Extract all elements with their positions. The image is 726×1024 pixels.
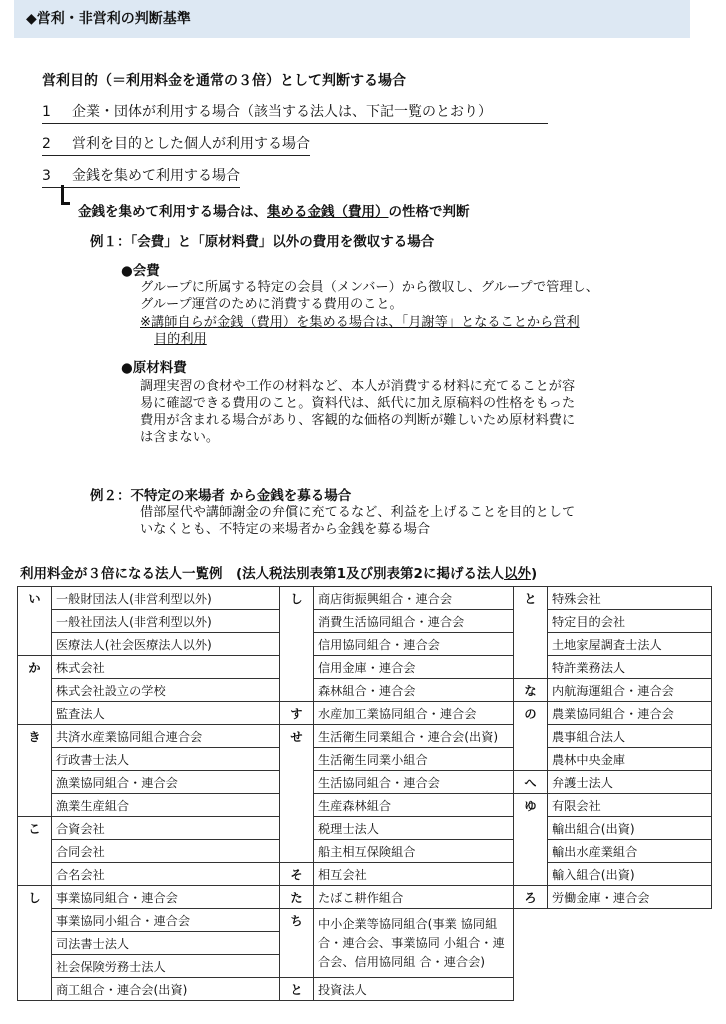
- corp-cell: 株式会社: [52, 656, 280, 679]
- kana-cell: [18, 633, 52, 656]
- kaihi-line: グループに所属する特定の会員（メンバー）から徴収し、グループで管理し、: [140, 280, 599, 295]
- corp-cell: 水産加工業協同組合・連合会: [314, 702, 514, 725]
- corp-cell: 信用協同組合・連合会: [314, 633, 514, 656]
- kana-cell: [18, 679, 52, 702]
- table-row: [18, 817, 712, 840]
- kana-cell: ろ: [514, 886, 548, 909]
- kana-cell: [514, 817, 548, 840]
- item-number: 3: [42, 168, 51, 184]
- table-row: [18, 748, 712, 771]
- item-text: 営利を目的とした個人が利用する場合: [72, 136, 310, 152]
- kana-cell: ち: [280, 909, 314, 978]
- kana-cell: の: [514, 702, 548, 725]
- example1-title: 例１：「会費」と「原材料費」以外の費用を徴収する場合: [90, 234, 435, 250]
- corp-cell: 合資会社: [52, 817, 280, 840]
- corp-cell: 消費生活協同組合・連合会: [314, 610, 514, 633]
- list-item-1: [42, 101, 548, 124]
- kana-cell: き: [18, 725, 52, 748]
- table-title: [20, 562, 537, 582]
- table-row: [18, 863, 712, 886]
- empty-cell: [514, 909, 712, 1001]
- corp-cell: 事業協同組合・連合会: [52, 886, 280, 909]
- corp-cell: 税理士法人: [314, 817, 514, 840]
- example2-line: いなくとも、不特定の来場者から金銭を募る場合: [140, 522, 431, 537]
- kana-cell: [280, 840, 314, 863]
- kana-cell: と: [514, 587, 548, 610]
- kana-cell: [514, 748, 548, 771]
- corp-cell: 船主相互保険組合: [314, 840, 514, 863]
- kana-cell: [514, 840, 548, 863]
- lead-prefix: 金銭を集めて利用する場合は、: [78, 204, 267, 220]
- table-row: [18, 587, 712, 610]
- main-heading: 営利目的（＝利用料金を通常の３倍）として判断する場合: [42, 73, 406, 89]
- kana-cell: [514, 656, 548, 679]
- corp-cell: 商工組合・連合会(出資): [52, 978, 280, 1001]
- corp-cell: 司法書士法人: [52, 932, 280, 955]
- kana-cell: へ: [514, 771, 548, 794]
- table-row: [18, 909, 712, 932]
- kaihi-line: グループ運営のために消費する費用のこと。: [140, 297, 403, 312]
- item-number: 1: [42, 104, 51, 120]
- corp-cell: 土地家屋調査士法人: [548, 633, 712, 656]
- item-text: 企業・団体が利用する場合（該当する法人は、下記一覧のとおり）: [72, 104, 492, 120]
- corp-cell: たばこ耕作組合: [314, 886, 514, 909]
- kana-cell: [280, 748, 314, 771]
- genzai-line: 易に確認できる費用のこと。資料代は、紙代に加え原稿料の性格をもった: [140, 396, 576, 411]
- table-title-prefix: 利用料金が３倍になる法人一覧例 (法人税法別表第1及び別表第2に掲げる法人: [20, 566, 504, 582]
- table-row: [18, 725, 712, 748]
- kana-cell: [18, 748, 52, 771]
- kana-cell: そ: [280, 863, 314, 886]
- kana-cell: な: [514, 679, 548, 702]
- kana-cell: [18, 771, 52, 794]
- table-row: [18, 886, 712, 909]
- corp-cell: 有限会社: [548, 794, 712, 817]
- elbow-arrow-icon-foot: [61, 202, 70, 205]
- table-row: [18, 794, 712, 817]
- corp-cell: 労働金庫・連合会: [548, 886, 712, 909]
- corp-cell: 特殊会社: [548, 587, 712, 610]
- corp-cell: 漁業協同組合・連合会: [52, 771, 280, 794]
- kana-cell: [514, 725, 548, 748]
- kana-cell: [18, 909, 52, 932]
- corp-cell: 中小企業等協同組合(事業 協同組合・連合会、事業協同 小組合・連合会、信用協同組 合・連合会): [314, 909, 514, 978]
- table-row: [18, 656, 712, 679]
- table-row: [18, 633, 712, 656]
- item-text: 金銭を集めて利用する場合: [72, 168, 240, 184]
- kana-cell: [280, 656, 314, 679]
- corp-cell: 輸出水産業組合: [548, 840, 712, 863]
- table-title-suffix: ): [530, 566, 538, 582]
- genzai-line: 費用が含まれる場合があり、客観的な価格の判断が難しいため原材料費に: [140, 413, 576, 428]
- corp-cell: 特許業務法人: [548, 656, 712, 679]
- corp-cell: 相互会社: [314, 863, 514, 886]
- kana-cell: [18, 932, 52, 955]
- kana-cell: せ: [280, 725, 314, 748]
- kana-cell: [280, 679, 314, 702]
- kana-cell: [514, 633, 548, 656]
- corp-cell: 輸出組合(出資): [548, 817, 712, 840]
- kana-cell: [18, 840, 52, 863]
- table-row: [18, 840, 712, 863]
- table-row: [18, 679, 712, 702]
- lead-suffix: の性格で判断: [388, 204, 470, 220]
- corporation-table: [17, 586, 712, 1001]
- corp-cell: 投資法人: [314, 978, 514, 1001]
- list-item-3: [42, 165, 240, 188]
- corp-cell: 生活衛生同業組合・連合会(出資): [314, 725, 514, 748]
- kana-cell: [18, 610, 52, 633]
- kana-cell: [514, 863, 548, 886]
- kana-cell: [18, 702, 52, 725]
- corp-cell: 一般財団法人(非営利型以外): [52, 587, 280, 610]
- kana-cell: か: [18, 656, 52, 679]
- example2-title: 例２：不特定の来場者 から金銭を募る場合: [90, 488, 352, 504]
- table-title-underlined: 以外: [503, 566, 531, 582]
- lead-underlined: 集める金銭（費用）: [267, 204, 389, 220]
- genzai-line: は含まない。: [140, 430, 220, 445]
- corp-cell: 監査法人: [52, 702, 280, 725]
- kana-cell: [514, 610, 548, 633]
- kana-cell: し: [18, 886, 52, 909]
- section-header: ◆営利・非営利の判断基準: [14, 0, 690, 38]
- kana-cell: い: [18, 587, 52, 610]
- kana-cell: と: [280, 978, 314, 1001]
- table-row: [18, 771, 712, 794]
- corp-cell: 特定目的会社: [548, 610, 712, 633]
- corp-cell: 社会保険労務士法人: [52, 955, 280, 978]
- genzai-line: 調理実習の食材や工作の材料など、本人が消費する材料に充てることが容: [140, 379, 576, 394]
- corp-cell: 弁護士法人: [548, 771, 712, 794]
- kana-cell: す: [280, 702, 314, 725]
- corp-cell: 商店街振興組合・連合会: [314, 587, 514, 610]
- kana-cell: [18, 955, 52, 978]
- kana-cell: [280, 610, 314, 633]
- corp-cell: 合同会社: [52, 840, 280, 863]
- list-item-2: [42, 133, 310, 156]
- corp-cell: 生産森林組合: [314, 794, 514, 817]
- kaihi-heading: ●会費: [121, 263, 160, 279]
- corp-cell: 内航海運組合・連合会: [548, 679, 712, 702]
- kana-cell: し: [280, 587, 314, 610]
- genzai-heading: ●原材料費: [121, 360, 187, 376]
- corp-cell: 輸入組合(出資): [548, 863, 712, 886]
- kana-cell: [280, 771, 314, 794]
- corp-cell: 株式会社設立の学校: [52, 679, 280, 702]
- corp-cell: 農業協同組合・連合会: [548, 702, 712, 725]
- kana-cell: [18, 863, 52, 886]
- lead-text: [78, 200, 470, 220]
- kana-cell: [18, 794, 52, 817]
- corp-cell: 行政書士法人: [52, 748, 280, 771]
- kana-cell: [280, 633, 314, 656]
- kana-cell: [18, 978, 52, 1001]
- kana-cell: た: [280, 886, 314, 909]
- corp-cell: 共済水産業協同組合連合会: [52, 725, 280, 748]
- corp-cell: 一般社団法人(非営利型以外): [52, 610, 280, 633]
- corp-cell: 漁業生産組合: [52, 794, 280, 817]
- corp-cell: 農事組合法人: [548, 725, 712, 748]
- kana-cell: こ: [18, 817, 52, 840]
- kaihi-note: 目的利用: [154, 332, 207, 347]
- item-number: 2: [42, 136, 51, 152]
- example2-line: 借部屋代や講師謝金の弁償に充てるなど、利益を上げることを目的として: [140, 505, 576, 520]
- corp-cell: 合名会社: [52, 863, 280, 886]
- corp-cell: 森林組合・連合会: [314, 679, 514, 702]
- corp-cell: 事業協同小組合・連合会: [52, 909, 280, 932]
- kana-cell: ゆ: [514, 794, 548, 817]
- corp-cell: 信用金庫・連合会: [314, 656, 514, 679]
- corp-cell: 農林中央金庫: [548, 748, 712, 771]
- kaihi-note: ※講師自らが金銭（費用）を集める場合は、「月謝等」となることから営利: [140, 315, 580, 330]
- corp-cell: 生活衛生同業小組合: [314, 748, 514, 771]
- kana-cell: [280, 794, 314, 817]
- corp-cell: 医療法人(社会医療法人以外): [52, 633, 280, 656]
- kana-cell: [280, 817, 314, 840]
- corp-cell: 生活協同組合・連合会: [314, 771, 514, 794]
- table-row: [18, 610, 712, 633]
- table-row: [18, 702, 712, 725]
